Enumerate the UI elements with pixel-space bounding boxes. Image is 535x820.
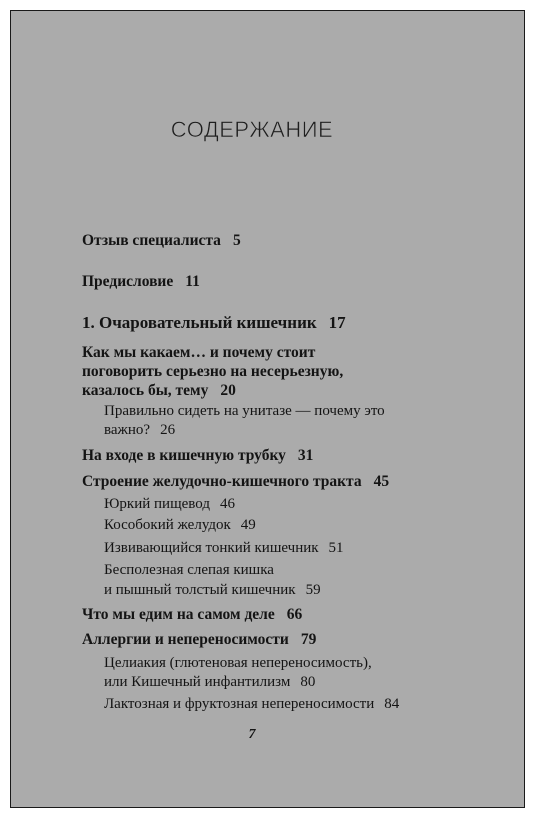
toc-entry-line [82,381,343,400]
toc-entry-line [104,580,321,600]
toc-entry-line: Бесполезная слепая кишка [104,562,274,578]
toc-entry-page-number: 5 [232,232,241,249]
toc-entry-line [82,472,389,491]
toc-subentry-appendix-colon [104,560,321,600]
toc-entry-text: 1. Очаровательный кишечник [82,313,317,332]
toc-entry-line [104,695,399,714]
toc-subentry-small-intestine [104,539,344,558]
toc-entry-text: Лактозная и фруктозная непереносимости [104,696,375,712]
toc-entry-page-number: 45 [373,473,390,490]
toc-entry-chapter-1 [82,312,346,333]
toc-entry-line [82,272,200,291]
toc-entry-text: казалось бы, тему [82,382,209,399]
toc-entry-page-number: 46 [219,496,235,512]
toc-entry-line: Как мы какаем… и почему стоит [82,344,316,361]
toc-entry-page-number: 49 [240,517,256,533]
toc-entry-gi-tract-structure [82,472,389,491]
toc-entry-page-number: 80 [300,674,316,690]
toc-entry-page-number: 66 [286,606,303,623]
toc-subentry-stomach [104,516,256,535]
toc-subentry-lactose-fructose [104,695,399,714]
toc-subentry-esophagus [104,495,235,514]
toc-entry-line [82,312,346,333]
toc-entry-page-number: 84 [384,696,400,712]
toc-entry-text: Юркий пищевод [104,496,210,512]
toc-entry-page-number: 79 [300,631,317,648]
book-page [10,10,525,808]
toc-entry-text: На входе в кишечную трубку [82,447,286,464]
toc-entry-line [82,605,302,624]
toc-entry-page-number: 51 [328,540,344,556]
toc-entry-text: и пышный толстый кишечник [104,582,296,598]
toc-entry-text: Что мы едим на самом деле [82,606,275,623]
toc-entry-line [104,673,372,692]
toc-entry-text: Извивающийся тонкий кишечник [104,540,319,556]
toc-entry-line: Правильно сидеть на унитазе — почему это [104,403,385,419]
toc-entry-line: поговорить серьезно на несерьезную, [82,363,344,380]
toc-entry-text: или Кишечный инфантилизм [104,674,291,690]
toc-entry-how-we-poop [82,343,343,400]
toc-entry-text: Аллергии и непереносимости [82,631,289,648]
toc-entry-line: Целиакия (глютеновая непереносимость), [104,655,372,671]
toc-entry-line [104,495,235,514]
toc-entry-text: Кособокий желудок [104,517,231,533]
toc-entry-gut-entrance [82,446,313,465]
toc-subentry-toilet-posture [104,402,385,440]
toc-entry-what-we-eat [82,605,302,624]
toc-entry-line [82,630,316,649]
toc-entry-line [82,231,241,250]
toc-entry-page-number: 17 [328,313,346,332]
page-number: 7 [248,727,256,742]
toc-entry-line [82,446,313,465]
toc-entry-preface [82,272,200,291]
toc-entry-expert-review [82,231,241,250]
toc-entry-line [104,421,385,440]
toc-entry-page-number: 31 [297,447,314,464]
toc-entry-text: важно? [104,422,151,438]
toc-entry-page-number: 26 [160,422,176,438]
toc-entry-text: Отзыв специалиста [82,232,221,249]
toc-entry-allergies [82,630,316,649]
toc-entry-line [104,539,344,558]
toc-entry-page-number: 11 [185,273,200,290]
toc-entry-page-number: 20 [220,382,236,399]
toc-entry-line [104,516,256,535]
toc-subentry-celiac [104,654,372,692]
toc-entry-text: Строение желудочно-кишечного тракта [82,473,362,490]
toc-entry-text: Предисловие [82,273,174,290]
toc-entry-page-number: 59 [305,582,321,598]
page-title: СОДЕРЖАНИЕ [170,117,334,142]
